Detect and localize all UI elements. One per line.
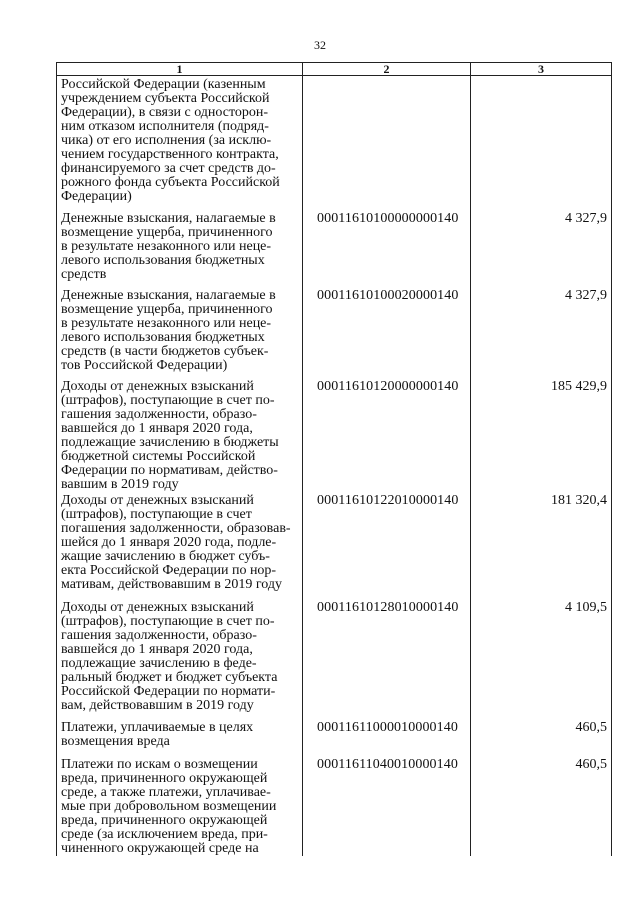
- row-amount: 460,5: [471, 721, 612, 758]
- row-amount: 4 327,9: [471, 289, 612, 380]
- table-header-row: [57, 63, 612, 76]
- row-code: 00011611040010000140: [303, 758, 471, 856]
- row-code: 00011611000010000140: [303, 721, 471, 758]
- row-description: Российской Федерации (казенным учреждением субъекта Российской Федерации), в связи с односторон- ним отказом исполнителя (подряд- чика) от его исполнения (за исклю- чением государственного контракта, финансируемого за счет средств до- рожного фонда субъекта Российской Федерации): [57, 76, 303, 213]
- row-code: 00011610100020000140: [303, 289, 471, 380]
- column-header-2: 2: [303, 63, 471, 76]
- row-code: 00011610120000000140: [303, 380, 471, 494]
- row-amount: 4 109,5: [471, 601, 612, 721]
- row-amount: 4 327,9: [471, 212, 612, 289]
- table-row: [57, 289, 612, 380]
- table-row: [57, 76, 612, 213]
- table-row: [57, 758, 612, 856]
- row-description: Доходы от денежных взысканий (штрафов), поступающие в счет по- гашения задолженности, образо- вавшейся до 1 января 2020 года, подлежащие зачислению в феде- ральный бюджет и бюджет субъекта Российской Федерации по нормати- вам, действовавшим в 2019 году: [57, 601, 303, 721]
- row-description: Доходы от денежных взысканий (штрафов), поступающие в счет погашения задолженности, образовав- шейся до 1 января 2020 года, подле- жащие зачислению в бюджет субъ- екта Российской Федерации по нор- мативам, действовавшим в 2019 году: [57, 494, 303, 601]
- row-code: [303, 76, 471, 213]
- row-code: 00011610128010000140: [303, 601, 471, 721]
- page-number: 32: [314, 38, 326, 52]
- revenue-table: [56, 62, 612, 856]
- row-description: Денежные взыскания, налагаемые в возмещение ущерба, причиненного в результате незаконного или неце- левого использования бюджетных средств (в части бюджетов субъек- тов Российской Федерации): [57, 289, 303, 380]
- row-amount: 185 429,9: [471, 380, 612, 494]
- column-header-1: 1: [57, 63, 303, 76]
- row-amount: 460,5: [471, 758, 612, 856]
- column-header-3: 3: [471, 63, 612, 76]
- table-row: [57, 380, 612, 494]
- table-row: [57, 494, 612, 601]
- row-amount: 181 320,4: [471, 494, 612, 601]
- table-row: [57, 601, 612, 721]
- row-description: Денежные взыскания, налагаемые в возмещение ущерба, причиненного в результате незаконного или неце- левого использования бюджетных средств: [57, 212, 303, 289]
- table-row: [57, 212, 612, 289]
- row-description: Доходы от денежных взысканий (штрафов), поступающие в счет по- гашения задолженности, образо- вавшейся до 1 января 2020 года, подлежащие зачислению в бюджеты бюджетной системы Российской Федерации по нормативам, действо- вавшим в 2019 году: [57, 380, 303, 494]
- table-row: [57, 721, 612, 758]
- row-code: 00011610122010000140: [303, 494, 471, 601]
- row-description: Платежи, уплачиваемые в целях возмещения вреда: [57, 721, 303, 758]
- row-amount: [471, 76, 612, 213]
- row-code: 00011610100000000140: [303, 212, 471, 289]
- row-description: Платежи по искам о возмещении вреда, причиненного окружающей среде, а также платежи, уплачивае- мые при добровольном возмещении вреда, причиненного окружающей среде (за исключением вреда, при- чиненного окружающей среде на: [57, 758, 303, 856]
